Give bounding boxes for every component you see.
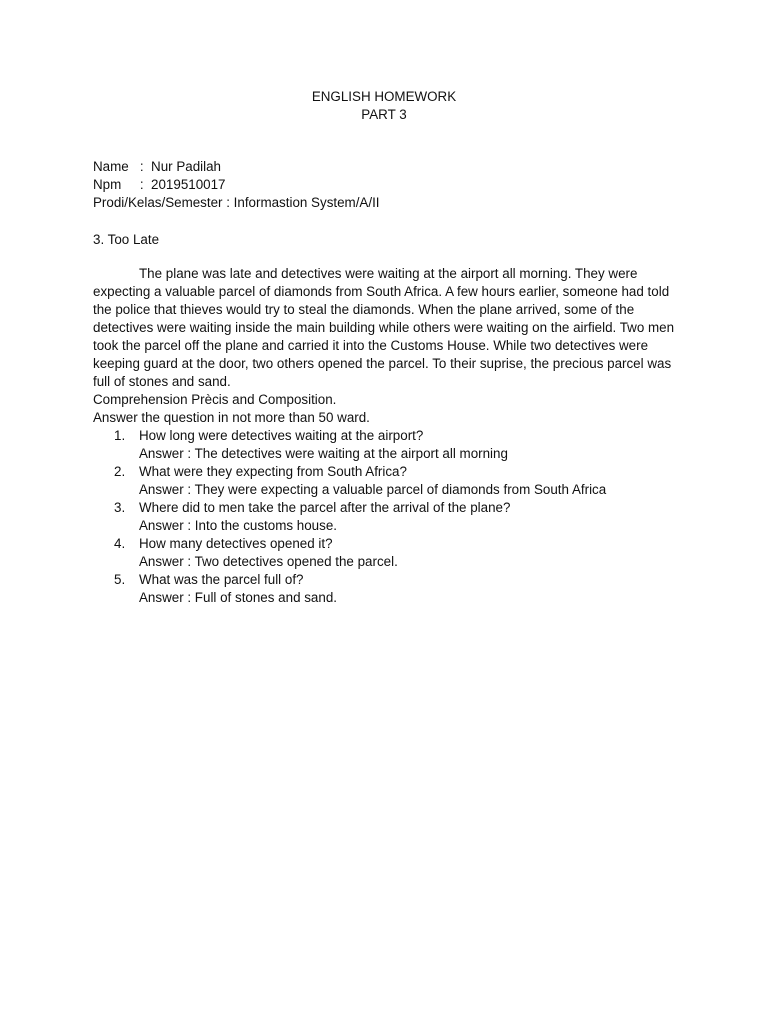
question-number: 2.: [114, 464, 126, 479]
question-number: 5.: [114, 572, 126, 587]
question-number: 1.: [114, 428, 126, 443]
question-item: [93, 427, 675, 463]
question-text: What were they expecting from South Africa?: [139, 464, 407, 479]
comprehension-heading: Comprehension Prècis and Composition.: [93, 392, 337, 407]
prodi-line: Prodi/Kelas/Semester : Informastion System/A/II: [93, 195, 380, 210]
student-identity: [93, 158, 693, 212]
answer-text: Answer : The detectives were waiting at the airport all morning: [139, 446, 508, 461]
instruction-line: Answer the question in not more than 50 ward.: [93, 410, 370, 425]
question-number: 3.: [114, 500, 126, 515]
question-text: How long were detectives waiting at the airport?: [139, 428, 424, 443]
document-title: ENGLISH HOMEWORK: [311, 89, 457, 104]
document-header: [0, 88, 768, 124]
answer-text: Answer : Two detectives opened the parcel.: [139, 554, 398, 569]
npm-line: Npm : 2019510017: [93, 177, 226, 192]
question-text: Where did to men take the parcel after the arrival of the plane?: [139, 500, 511, 515]
answer-text: Answer : They were expecting a valuable parcel of diamonds from South Africa: [139, 482, 607, 497]
question-item: [93, 535, 675, 571]
question-item: [93, 463, 675, 499]
section-title: 3. Too Late: [93, 232, 160, 247]
question-text: How many detectives opened it?: [139, 536, 333, 551]
answer-text: Answer : Full of stones and sand.: [139, 590, 337, 605]
question-number: 4.: [114, 536, 126, 551]
answer-text: Answer : Into the customs house.: [139, 518, 337, 533]
question-item: [93, 499, 675, 535]
story-body: [93, 265, 675, 607]
question-item: [93, 571, 675, 607]
question-list: [93, 427, 675, 607]
document-subtitle: PART 3: [361, 107, 407, 122]
question-text: What was the parcel full of?: [139, 572, 304, 587]
story-paragraph: The plane was late and detectives were waiting at the airport all morning. They were expecting a valuable parcel of diamonds from South Africa. A few hours earlier, someone had told the police that thieves would try to steal the diamonds. When the plane arrived, some of the detectives were waiting inside the main building while others were waiting on the airfield. Two men took the parcel off the plane and carried it into the Customs House. While two detectives were keeping guard at the door, two others opened the parcel. To their suprise, the precious parcel was full of stones and sand.: [93, 266, 675, 389]
name-line: Name : Nur Padilah: [93, 159, 222, 174]
